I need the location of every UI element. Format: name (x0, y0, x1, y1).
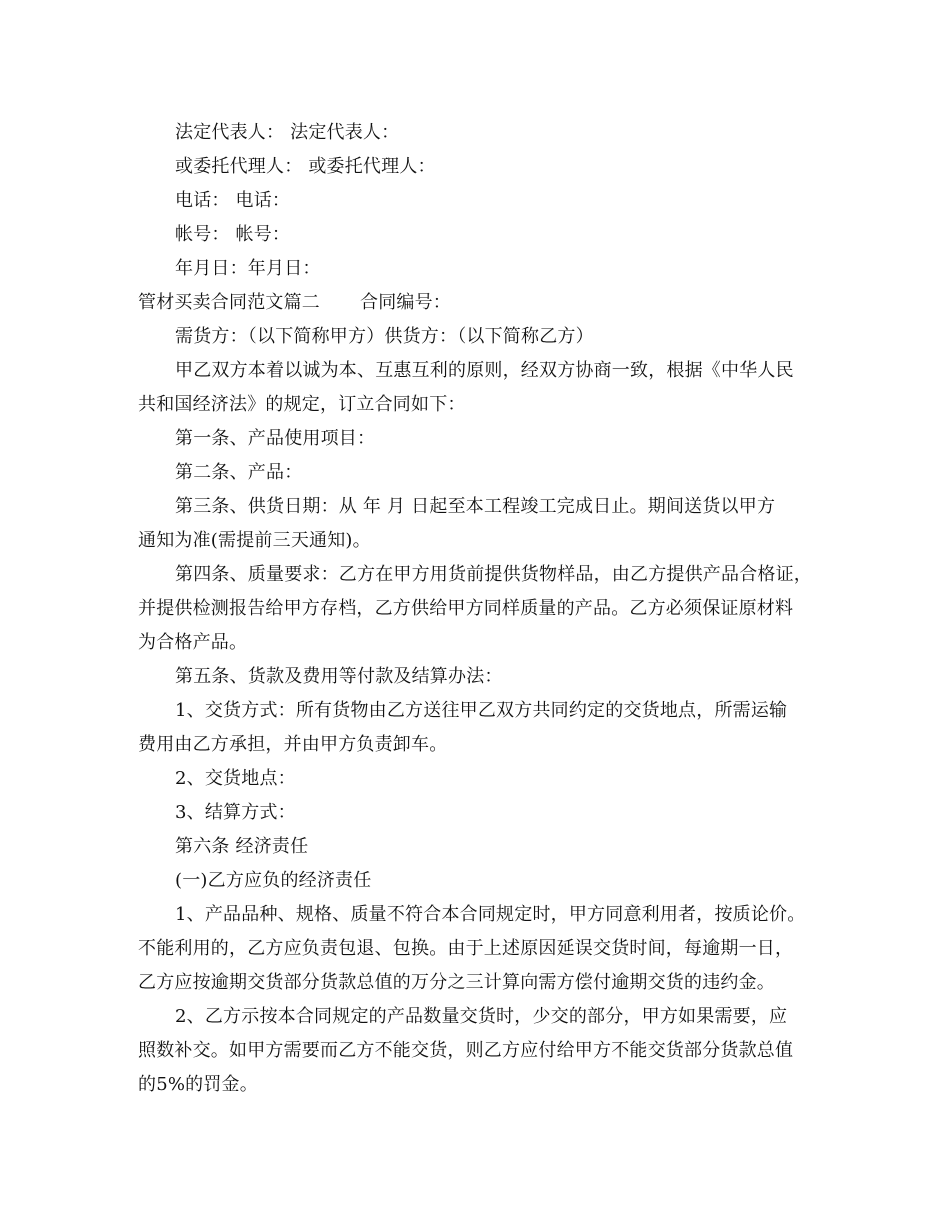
text-line: 年月日：年月日： (175, 258, 321, 279)
text-line: 为合格产品。 (138, 632, 248, 653)
text-line: 乙方应按逾期交货部分货款总值的万分之三计算向需方偿付逾期交货的违约金。 (138, 972, 775, 993)
text-line: 并提供检测报告给甲方存档，乙方供给甲方同样质量的产品。乙方必须保证原材料 (138, 598, 794, 619)
text-line: 或委托代理人： 或委托代理人： (175, 156, 436, 177)
text-line: (一)乙方应负的经济责任 (175, 870, 372, 891)
text-line: 不能利用的，乙方应负责包退、包换。由于上述原因延误交货时间，每逾期一日， (138, 938, 794, 959)
text-line: 的5%的罚金。 (138, 1074, 258, 1095)
section-title: 管材买卖合同范文篇二 (138, 292, 320, 313)
text-line: 第三条、供货日期：从 年 月 日起至本工程竣工完成日止。期间送货以甲方 (175, 496, 776, 517)
text-line: 第六条 经济责任 (175, 836, 309, 857)
text-line: 第二条、产品： (175, 462, 303, 483)
text-line: 甲乙双方本着以诚为本、互惠互利的原则，经双方协商一致，根据《中华人民 (175, 360, 794, 381)
text-line: 第五条、货款及费用等付款及结算办法： (175, 666, 503, 687)
text-line: 2、乙方示按本合同规定的产品数量交货时，少交的部分，甲方如果需要，应 (175, 1006, 788, 1027)
text-line: 照数补交。如甲方需要而乙方不能交货，则乙方应付给甲方不能交货部分货款总值 (138, 1040, 794, 1061)
contract-number-label: 合同编号： (360, 292, 451, 313)
text-line: 第四条、质量要求：乙方在甲方用货前提供货物样品，由乙方提供产品合格证， (175, 564, 812, 585)
document-body (138, 116, 828, 1102)
text-line: 需货方：（以下简称甲方）供货方：（以下简称乙方） (175, 326, 594, 347)
text-line: 3、结算方式： (175, 802, 296, 823)
text-line: 帐号： 帐号： (175, 224, 291, 245)
text-line: 电话： 电话： (175, 190, 291, 211)
text-line: 通知为准(需提前三天通知)。 (138, 530, 371, 551)
text-line: 法定代表人： 法定代表人： (175, 122, 400, 143)
text-line: 共和国经济法》的规定，订立合同如下： (138, 394, 466, 415)
section-heading-line (138, 286, 828, 320)
text-line: 2、交货地点： (175, 768, 296, 789)
text-line: 费用由乙方承担，并由甲方负责卸车。 (138, 734, 448, 755)
text-line: 1、交货方式：所有货物由乙方送往甲乙双方共同约定的交货地点，所需运输 (175, 700, 788, 721)
text-line: 1、产品品种、规格、质量不符合本合同规定时，甲方同意利用者，按质论价。 (175, 904, 806, 925)
text-line: 第一条、产品使用项目： (175, 428, 376, 449)
